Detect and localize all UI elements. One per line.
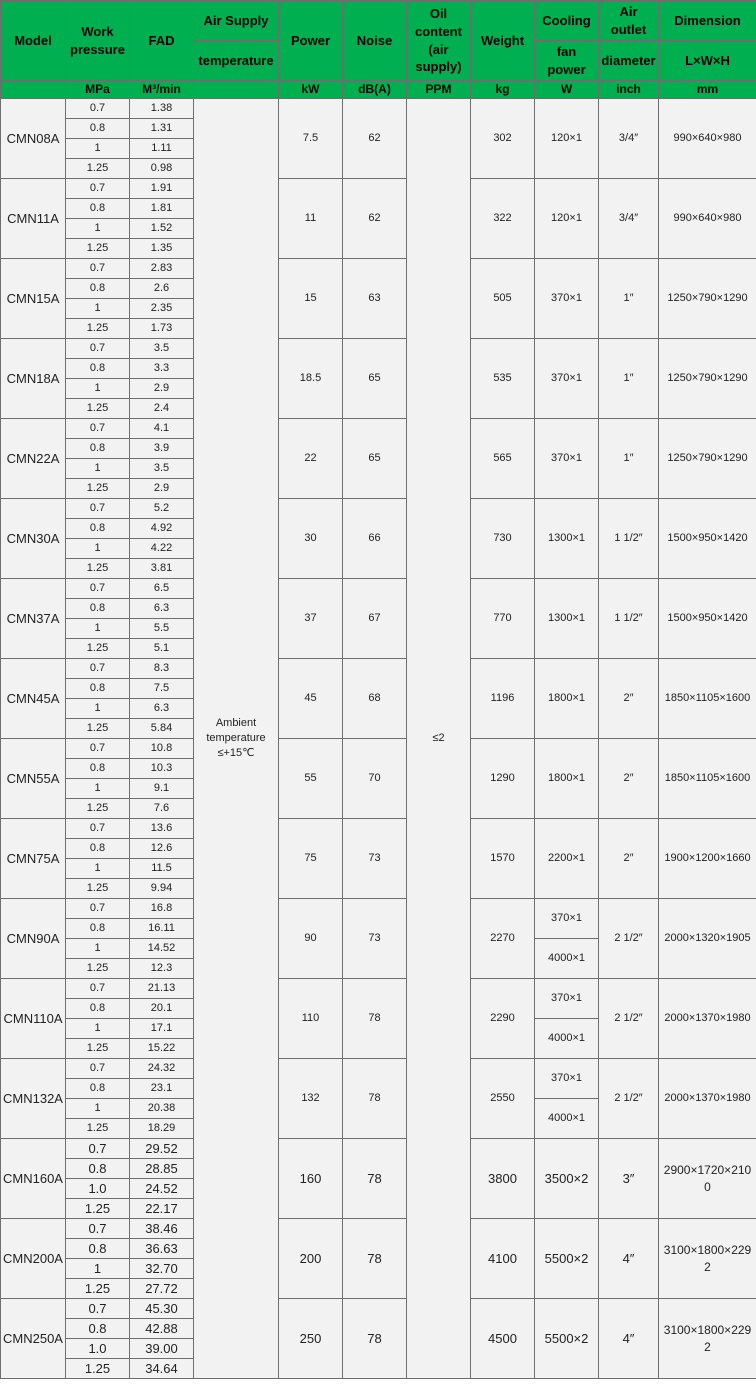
fad-cell: 1.73: [130, 319, 194, 339]
fad-cell: 39.00: [130, 1339, 194, 1359]
work-pressure-cell: 1.25: [66, 639, 130, 659]
cooling-cell: 4000×1: [535, 1099, 599, 1139]
power-cell: 15: [279, 259, 343, 339]
work-pressure-cell: 0.7: [66, 1299, 130, 1319]
cooling-cell: 1300×1: [535, 579, 599, 659]
fad-cell: 5.2: [130, 499, 194, 519]
power-cell: 11: [279, 179, 343, 259]
fad-cell: 2.83: [130, 259, 194, 279]
work-pressure-cell: 1.25: [66, 1119, 130, 1139]
work-pressure-cell: 1.25: [66, 719, 130, 739]
power-cell: 132: [279, 1059, 343, 1139]
noise-cell: 78: [343, 1059, 407, 1139]
work-pressure-cell: 0.7: [66, 1139, 130, 1159]
model-name: CMN160A: [1, 1139, 66, 1219]
fad-cell: 8.3: [130, 659, 194, 679]
work-pressure-cell: 0.7: [66, 1059, 130, 1079]
dimension-cell: 1500×950×1420: [659, 499, 756, 579]
fad-cell: 45.30: [130, 1299, 194, 1319]
header-oil-content-label: Oil content: [415, 6, 462, 39]
model-name: CMN110A: [1, 979, 66, 1059]
cooling-cell: 5500×2: [535, 1219, 599, 1299]
header-dimension-sub: L×W×H: [659, 41, 756, 81]
header-cooling: Cooling: [535, 1, 599, 41]
cooling-cell: 370×1: [535, 339, 599, 419]
weight-cell: 2270: [471, 899, 535, 979]
table-row: [1, 979, 756, 999]
work-pressure-cell: 0.7: [66, 739, 130, 759]
fad-cell: 2.35: [130, 299, 194, 319]
fad-cell: 22.17: [130, 1199, 194, 1219]
weight-cell: 535: [471, 339, 535, 419]
fad-cell: 29.52: [130, 1139, 194, 1159]
fad-cell: 17.1: [130, 1019, 194, 1039]
model-name: CMN75A: [1, 819, 66, 899]
work-pressure-cell: 0.8: [66, 519, 130, 539]
air-outlet-cell: 4″: [599, 1219, 659, 1299]
weight-cell: 2290: [471, 979, 535, 1059]
model-name: CMN15A: [1, 259, 66, 339]
air-outlet-cell: 1″: [599, 339, 659, 419]
fad-cell: 3.81: [130, 559, 194, 579]
fad-cell: 3.9: [130, 439, 194, 459]
fad-cell: 42.88: [130, 1319, 194, 1339]
table-row: [1, 1219, 756, 1239]
power-cell: 200: [279, 1219, 343, 1299]
air-outlet-cell: 2″: [599, 739, 659, 819]
fad-cell: 3.3: [130, 359, 194, 379]
fad-cell: 20.1: [130, 999, 194, 1019]
fad-cell: 4.92: [130, 519, 194, 539]
header-work-pressure: Work pressure: [66, 1, 130, 81]
work-pressure-cell: 0.7: [66, 979, 130, 999]
work-pressure-cell: 0.7: [66, 1219, 130, 1239]
work-pressure-cell: 1: [66, 219, 130, 239]
work-pressure-cell: 0.7: [66, 659, 130, 679]
fad-cell: 4.22: [130, 539, 194, 559]
fad-cell: 27.72: [130, 1279, 194, 1299]
cooling-cell: 2200×1: [535, 819, 599, 899]
air-outlet-cell: 1 1/2″: [599, 499, 659, 579]
dimension-cell: 1500×950×1420: [659, 579, 756, 659]
table-row: [1, 1059, 756, 1079]
power-cell: 110: [279, 979, 343, 1059]
weight-cell: 565: [471, 419, 535, 499]
work-pressure-cell: 1: [66, 539, 130, 559]
fad-cell: 14.52: [130, 939, 194, 959]
table-row: [1, 419, 756, 439]
fad-cell: 5.1: [130, 639, 194, 659]
air-outlet-cell: 2 1/2″: [599, 899, 659, 979]
dimension-cell: 990×640×980: [659, 179, 756, 259]
fad-cell: 3.5: [130, 459, 194, 479]
work-pressure-cell: 1.0: [66, 1339, 130, 1359]
fad-cell: 5.84: [130, 719, 194, 739]
work-pressure-cell: 0.8: [66, 1079, 130, 1099]
dimension-cell: 3100×1800×2292: [659, 1299, 756, 1379]
fad-cell: 15.22: [130, 1039, 194, 1059]
work-pressure-cell: 0.8: [66, 199, 130, 219]
work-pressure-cell: 1: [66, 699, 130, 719]
header-fad: FAD: [130, 1, 194, 81]
model-name: CMN30A: [1, 499, 66, 579]
table-row: [1, 99, 756, 119]
air-supply-temperature-cell: Ambient temperature ≤+15℃: [194, 99, 279, 1379]
weight-cell: 505: [471, 259, 535, 339]
weight-cell: 2550: [471, 1059, 535, 1139]
header-noise: Noise: [343, 1, 407, 81]
model-name: CMN18A: [1, 339, 66, 419]
model-name: CMN55A: [1, 739, 66, 819]
air-outlet-cell: 1″: [599, 259, 659, 339]
header-weight: Weight: [471, 1, 535, 81]
model-name: CMN08A: [1, 99, 66, 179]
noise-cell: 78: [343, 979, 407, 1059]
table-row: [1, 259, 756, 279]
power-cell: 37: [279, 579, 343, 659]
cooling-cell: 370×1: [535, 1059, 599, 1099]
work-pressure-cell: 1: [66, 379, 130, 399]
cooling-cell: 370×1: [535, 259, 599, 339]
dimension-cell: 1250×790×1290: [659, 339, 756, 419]
work-pressure-cell: 0.8: [66, 1239, 130, 1259]
fad-cell: 1.38: [130, 99, 194, 119]
unit-dimension: mm: [659, 81, 756, 99]
work-pressure-cell: 0.7: [66, 419, 130, 439]
air-outlet-cell: 3/4″: [599, 99, 659, 179]
fad-cell: 4.1: [130, 419, 194, 439]
work-pressure-cell: 0.8: [66, 679, 130, 699]
fad-cell: 28.85: [130, 1159, 194, 1179]
noise-cell: 70: [343, 739, 407, 819]
noise-cell: 67: [343, 579, 407, 659]
unit-oil: PPM: [407, 81, 471, 99]
cooling-cell: 1300×1: [535, 499, 599, 579]
model-name: CMN200A: [1, 1219, 66, 1299]
work-pressure-cell: 0.7: [66, 179, 130, 199]
work-pressure-cell: 1: [66, 1019, 130, 1039]
fad-cell: 23.1: [130, 1079, 194, 1099]
weight-cell: 1196: [471, 659, 535, 739]
work-pressure-cell: 0.7: [66, 819, 130, 839]
air-outlet-cell: 2 1/2″: [599, 1059, 659, 1139]
unit-weight: kg: [471, 81, 535, 99]
work-pressure-cell: 0.8: [66, 599, 130, 619]
model-name: CMN90A: [1, 899, 66, 979]
work-pressure-cell: 1: [66, 1099, 130, 1119]
air-outlet-cell: 4″: [599, 1299, 659, 1379]
noise-cell: 65: [343, 419, 407, 499]
work-pressure-cell: 1.25: [66, 1359, 130, 1379]
table-row: [1, 659, 756, 679]
dimension-cell: 1250×790×1290: [659, 419, 756, 499]
work-pressure-cell: 1: [66, 619, 130, 639]
air-outlet-cell: 3″: [599, 1139, 659, 1219]
table-row: [1, 339, 756, 359]
power-cell: 55: [279, 739, 343, 819]
work-pressure-cell: 0.8: [66, 119, 130, 139]
fad-cell: 1.52: [130, 219, 194, 239]
noise-cell: 65: [343, 339, 407, 419]
work-pressure-cell: 1: [66, 459, 130, 479]
noise-cell: 78: [343, 1299, 407, 1379]
fad-cell: 12.3: [130, 959, 194, 979]
cooling-cell: 1800×1: [535, 739, 599, 819]
work-pressure-cell: 1: [66, 299, 130, 319]
header-air-supply-sub: temperature: [194, 41, 279, 81]
cooling-cell: 120×1: [535, 179, 599, 259]
work-pressure-cell: 0.8: [66, 1319, 130, 1339]
fad-cell: 13.6: [130, 819, 194, 839]
fad-cell: 6.5: [130, 579, 194, 599]
cooling-cell: 4000×1: [535, 1019, 599, 1059]
dimension-cell: 1250×790×1290: [659, 259, 756, 339]
noise-cell: 73: [343, 899, 407, 979]
dimension-cell: 1900×1200×1660: [659, 819, 756, 899]
table-header: [1, 1, 756, 99]
weight-cell: 302: [471, 99, 535, 179]
air-outlet-cell: 2″: [599, 659, 659, 739]
weight-cell: 3800: [471, 1139, 535, 1219]
table-row: [1, 179, 756, 199]
work-pressure-cell: 1.25: [66, 799, 130, 819]
unit-cooling: W: [535, 81, 599, 99]
air-outlet-cell: 1″: [599, 419, 659, 499]
work-pressure-cell: 1.25: [66, 1199, 130, 1219]
fad-cell: 1.91: [130, 179, 194, 199]
work-pressure-cell: 0.8: [66, 919, 130, 939]
unit-outlet: inch: [599, 81, 659, 99]
power-cell: 30: [279, 499, 343, 579]
air-outlet-cell: 3/4″: [599, 179, 659, 259]
work-pressure-cell: 0.8: [66, 839, 130, 859]
work-pressure-cell: 0.7: [66, 339, 130, 359]
fad-cell: 32.70: [130, 1259, 194, 1279]
table-row: [1, 819, 756, 839]
unit-air-supply: [194, 81, 279, 99]
work-pressure-cell: 1.25: [66, 479, 130, 499]
work-pressure-cell: 0.7: [66, 499, 130, 519]
work-pressure-cell: 1: [66, 139, 130, 159]
cooling-cell: 370×1: [535, 419, 599, 499]
noise-cell: 62: [343, 99, 407, 179]
fad-cell: 1.31: [130, 119, 194, 139]
header-oil-content: [407, 1, 471, 81]
table-row: [1, 579, 756, 599]
model-name: CMN45A: [1, 659, 66, 739]
fad-cell: 9.1: [130, 779, 194, 799]
fad-cell: 18.29: [130, 1119, 194, 1139]
work-pressure-cell: 0.8: [66, 279, 130, 299]
dimension-cell: 2900×1720×2100: [659, 1139, 756, 1219]
header-air-outlet-sub: diameter: [599, 41, 659, 81]
fad-cell: 34.64: [130, 1359, 194, 1379]
fad-cell: 3.5: [130, 339, 194, 359]
fad-cell: 24.32: [130, 1059, 194, 1079]
cooling-cell: 370×1: [535, 979, 599, 1019]
work-pressure-cell: 1.25: [66, 159, 130, 179]
power-cell: 90: [279, 899, 343, 979]
work-pressure-cell: 1: [66, 939, 130, 959]
work-pressure-cell: 1.25: [66, 959, 130, 979]
air-outlet-cell: 2 1/2″: [599, 979, 659, 1059]
fad-cell: 20.38: [130, 1099, 194, 1119]
weight-cell: 4100: [471, 1219, 535, 1299]
cooling-cell: 120×1: [535, 99, 599, 179]
work-pressure-cell: 0.8: [66, 359, 130, 379]
power-cell: 18.5: [279, 339, 343, 419]
fad-cell: 6.3: [130, 599, 194, 619]
work-pressure-cell: 1.25: [66, 319, 130, 339]
dimension-cell: 2000×1370×1980: [659, 1059, 756, 1139]
fad-cell: 2.9: [130, 379, 194, 399]
noise-cell: 63: [343, 259, 407, 339]
fad-cell: 9.94: [130, 879, 194, 899]
fad-cell: 5.5: [130, 619, 194, 639]
power-cell: 75: [279, 819, 343, 899]
noise-cell: 62: [343, 179, 407, 259]
cooling-cell: 5500×2: [535, 1299, 599, 1379]
fad-cell: 7.5: [130, 679, 194, 699]
model-name: CMN250A: [1, 1299, 66, 1379]
fad-cell: 38.46: [130, 1219, 194, 1239]
air-outlet-cell: 2″: [599, 819, 659, 899]
work-pressure-cell: 0.8: [66, 759, 130, 779]
table-row: [1, 1299, 756, 1319]
fad-cell: 16.8: [130, 899, 194, 919]
dimension-cell: 1850×1105×1600: [659, 739, 756, 819]
dimension-cell: 990×640×980: [659, 99, 756, 179]
unit-model: [1, 81, 66, 99]
work-pressure-cell: 0.7: [66, 259, 130, 279]
table-row: [1, 739, 756, 759]
dimension-cell: 3100×1800×2292: [659, 1219, 756, 1299]
fad-cell: 10.3: [130, 759, 194, 779]
work-pressure-cell: 0.7: [66, 899, 130, 919]
model-name: CMN132A: [1, 1059, 66, 1139]
work-pressure-cell: 1.25: [66, 239, 130, 259]
work-pressure-cell: 1.25: [66, 1279, 130, 1299]
power-cell: 250: [279, 1299, 343, 1379]
header-model: Model: [1, 1, 66, 81]
work-pressure-cell: 0.8: [66, 999, 130, 1019]
dimension-cell: 2000×1370×1980: [659, 979, 756, 1059]
noise-cell: 73: [343, 819, 407, 899]
power-cell: 160: [279, 1139, 343, 1219]
fad-cell: 0.98: [130, 159, 194, 179]
header-dimension: Dimension: [659, 1, 756, 41]
model-name: CMN22A: [1, 419, 66, 499]
unit-noise: dB(A): [343, 81, 407, 99]
work-pressure-cell: 0.7: [66, 579, 130, 599]
work-pressure-cell: 1.25: [66, 559, 130, 579]
weight-cell: 770: [471, 579, 535, 659]
work-pressure-cell: 1.25: [66, 399, 130, 419]
work-pressure-cell: 1: [66, 1259, 130, 1279]
fad-cell: 7.6: [130, 799, 194, 819]
work-pressure-cell: 0.8: [66, 1159, 130, 1179]
fad-cell: 1.35: [130, 239, 194, 259]
header-power: Power: [279, 1, 343, 81]
fad-cell: 1.11: [130, 139, 194, 159]
table-body: [1, 99, 756, 1379]
fad-cell: 36.63: [130, 1239, 194, 1259]
dimension-cell: 1850×1105×1600: [659, 659, 756, 739]
work-pressure-cell: 1.25: [66, 1039, 130, 1059]
work-pressure-cell: 1.25: [66, 879, 130, 899]
fad-cell: 10.8: [130, 739, 194, 759]
fad-cell: 11.5: [130, 859, 194, 879]
fad-cell: 6.3: [130, 699, 194, 719]
header-oil-content-sub: (air supply): [415, 41, 462, 75]
header-cooling-sub: fan power: [535, 41, 599, 81]
header-air-outlet: Air outlet: [599, 1, 659, 41]
model-name: CMN11A: [1, 179, 66, 259]
cooling-cell: 3500×2: [535, 1139, 599, 1219]
weight-cell: 322: [471, 179, 535, 259]
table-row: [1, 899, 756, 919]
fad-cell: 2.6: [130, 279, 194, 299]
air-outlet-cell: 1 1/2″: [599, 579, 659, 659]
model-name: CMN37A: [1, 579, 66, 659]
fad-cell: 16.11: [130, 919, 194, 939]
fad-cell: 24.52: [130, 1179, 194, 1199]
cooling-cell: 370×1: [535, 899, 599, 939]
fad-cell: 2.4: [130, 399, 194, 419]
weight-cell: 1290: [471, 739, 535, 819]
power-cell: 7.5: [279, 99, 343, 179]
power-cell: 45: [279, 659, 343, 739]
weight-cell: 4500: [471, 1299, 535, 1379]
fad-cell: 12.6: [130, 839, 194, 859]
table-row: [1, 1139, 756, 1159]
cooling-cell: 1800×1: [535, 659, 599, 739]
noise-cell: 66: [343, 499, 407, 579]
fad-cell: 21.13: [130, 979, 194, 999]
unit-fad: M³/min: [130, 81, 194, 99]
noise-cell: 78: [343, 1219, 407, 1299]
fad-cell: 2.9: [130, 479, 194, 499]
work-pressure-cell: 0.7: [66, 99, 130, 119]
weight-cell: 1570: [471, 819, 535, 899]
table-row: [1, 499, 756, 519]
noise-cell: 78: [343, 1139, 407, 1219]
fad-cell: 1.81: [130, 199, 194, 219]
work-pressure-cell: 1: [66, 779, 130, 799]
unit-power: kW: [279, 81, 343, 99]
work-pressure-cell: 1: [66, 859, 130, 879]
work-pressure-cell: 1.0: [66, 1179, 130, 1199]
work-pressure-cell: 0.8: [66, 439, 130, 459]
oil-content-cell: ≤2: [407, 99, 471, 1379]
power-cell: 22: [279, 419, 343, 499]
cooling-cell: 4000×1: [535, 939, 599, 979]
weight-cell: 730: [471, 499, 535, 579]
dimension-cell: 2000×1320×1905: [659, 899, 756, 979]
noise-cell: 68: [343, 659, 407, 739]
unit-pressure: MPa: [66, 81, 130, 99]
header-air-supply: Air Supply: [194, 1, 279, 41]
